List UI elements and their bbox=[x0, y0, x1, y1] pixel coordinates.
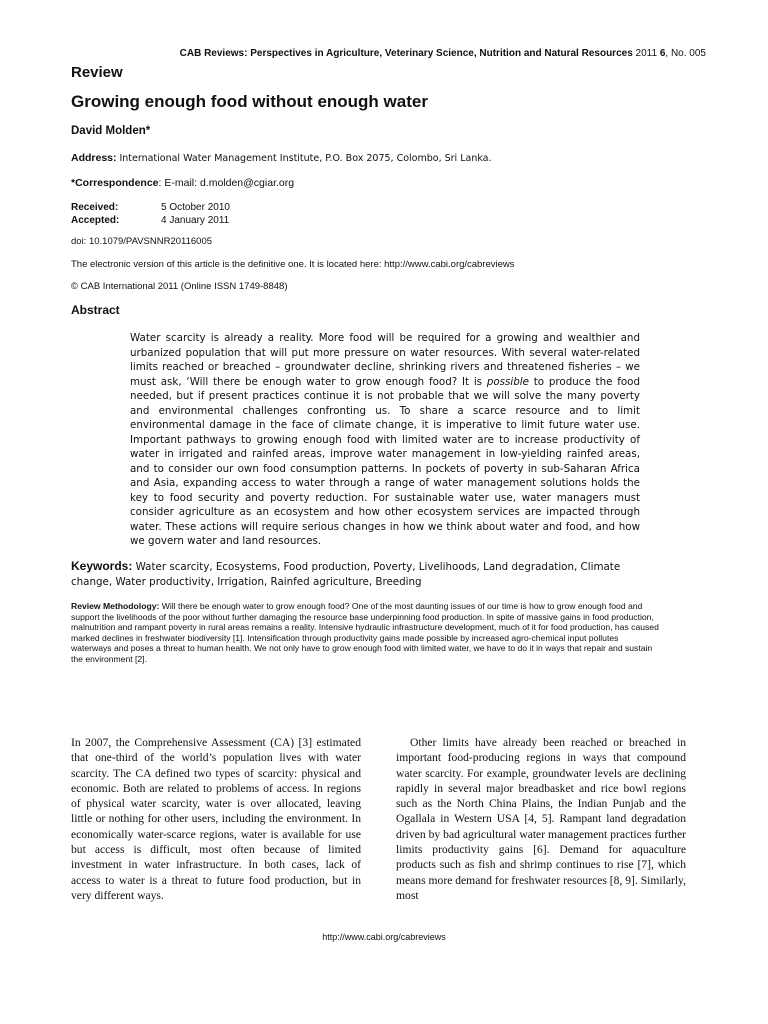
section-label: Review bbox=[71, 64, 123, 81]
keywords bbox=[71, 559, 641, 590]
article-title: Growing enough food without enough water bbox=[71, 92, 428, 111]
methodology-text: Will there be enough water to grow enough food? One of the most daunting issues of our time is how to grow enough food and support the livelihoods of the poor without further damaging the resource base underpinning food production. In spite of massive gains in food production, malnutrition and rampant poverty in rural areas remains a reality. Intensive hydraulic infrastructure development, much of it for food production, has caused marked declines in freshwater biodiversity [1]. Intensification through productivity gains made possible by increased agro-chemical input pollutes waterways and poses a threat to human health. We not only have to grow enough food with limited water, we have to do it in ways that repair and sustain the environment [2]. bbox=[71, 601, 659, 664]
accepted-label: Accepted: bbox=[71, 215, 120, 226]
electronic-version-note: The electronic version of this article is the definitive one. It is located here: http://www.cabi.org/cabreviews bbox=[71, 259, 515, 270]
review-methodology bbox=[71, 601, 661, 665]
correspondence-label: *Correspondence bbox=[71, 177, 159, 189]
received-label: Received: bbox=[71, 202, 119, 213]
author-name: David Molden* bbox=[71, 125, 151, 137]
keywords-label: Keywords: bbox=[71, 559, 133, 573]
journal-year: 2011 bbox=[635, 48, 658, 59]
address-label: Address: bbox=[71, 152, 117, 164]
accepted-row bbox=[71, 214, 230, 227]
keywords-list: Water scarcity, Ecosystems, Food production, Poverty, Livelihoods, Land degradation, Climate change, Water productivity, Irrigation, Rainfed agriculture, Breeding bbox=[71, 561, 621, 588]
received-date: 5 October 2010 bbox=[161, 202, 230, 213]
abstract-text bbox=[130, 331, 640, 549]
abstract-part-1: Water scarcity is already a reality. More food will be required for a growing and wealthier and urbanized population that will put more pressure on water resources. With several water-related limits reached or breached – groundwater decline, shrinking rivers and threatened fisheries – we must ask, ‘Will there be enough water to grow enough food? It is bbox=[130, 332, 640, 388]
abstract-emphasis: possible bbox=[486, 375, 529, 388]
body-column-right: Other limits have already been reached or breached in important food-producing regions in ways that compound water scarcity. For example, groundwater levels are declining rapidly in several major breadbasket and rice bowl regions such as the North China Plains, the Indian Punjab and the Ogallala in Western USA [4, 5]. Rampant land degradation driven by bad agricultural water management practices further limits productivity gains [6]. Demand for aquaculture products such as fish and shrimp continues to rise [7], which means more demand for freshwater resources [8, 9]. Similarly, most bbox=[396, 736, 686, 902]
doi: doi: 10.1079/PAVSNNR20116005 bbox=[71, 236, 213, 247]
correspondence-email[interactable]: : E-mail: d.molden@cgiar.org bbox=[158, 177, 295, 189]
journal-number: , No. 005 bbox=[665, 48, 706, 59]
abstract-heading: Abstract bbox=[71, 303, 120, 317]
author-address bbox=[71, 152, 492, 164]
address-value: International Water Management Institute, P.O. Box 2075, Colombo, Sri Lanka. bbox=[119, 153, 492, 164]
journal-name: CAB Reviews: Perspectives in Agriculture, Veterinary Science, Nutrition and Natural Resources bbox=[179, 48, 633, 59]
journal-volume: 6 bbox=[659, 48, 666, 59]
methodology-label: Review Methodology: bbox=[71, 601, 160, 611]
correspondence bbox=[71, 177, 294, 189]
body-column-left: In 2007, the Comprehensive Assessment (CA) [3] estimated that one-third of the world’s population lives with water scarcity. The CA defined two types of scarcity: physical and economic. Both are related to problems of access. In regions of physical water scarcity, water is over allocated, leaving little or nothing for other users, including the environment. In economically water-scarce regions, water is available for use but access is difficult, most often because of limited investment in water infrastructure. In both cases, lack of access to water is a threat to future food production, but in very different ways. bbox=[71, 736, 361, 902]
abstract-part-2: to produce the food needed, but if present practices continue it is not probable that we will solve the many poverty and environmental challenges confronting us. To share a scarce resource and to limit environmental damage in the face of climate change, it is imperative to limit future water use. Important pathways to growing enough food with limited water are to increase productivity of water in irrigated and rainfed areas, improve water management in low-yielding rainfed areas, and to consider our own food consumption patterns. In pockets of poverty in sub-Saharan Africa and Asia, expanding access to water through a range of water management solutions holds the key to food security and poverty reduction. For sustainable water use, water managers must consider agriculture as an ecosystem and how other ecosystem services are impacted through water. These actions will require serious changes in how we think about water and food, and how we govern water and land resources. bbox=[130, 375, 640, 547]
copyright-line: © CAB International 2011 (Online ISSN 1749-8848) bbox=[71, 281, 288, 292]
footer-url[interactable]: http://www.cabi.org/cabreviews bbox=[322, 932, 446, 942]
accepted-date: 4 January 2011 bbox=[161, 215, 230, 226]
running-head bbox=[0, 48, 706, 59]
article-dates bbox=[71, 201, 230, 227]
received-row bbox=[71, 201, 230, 214]
